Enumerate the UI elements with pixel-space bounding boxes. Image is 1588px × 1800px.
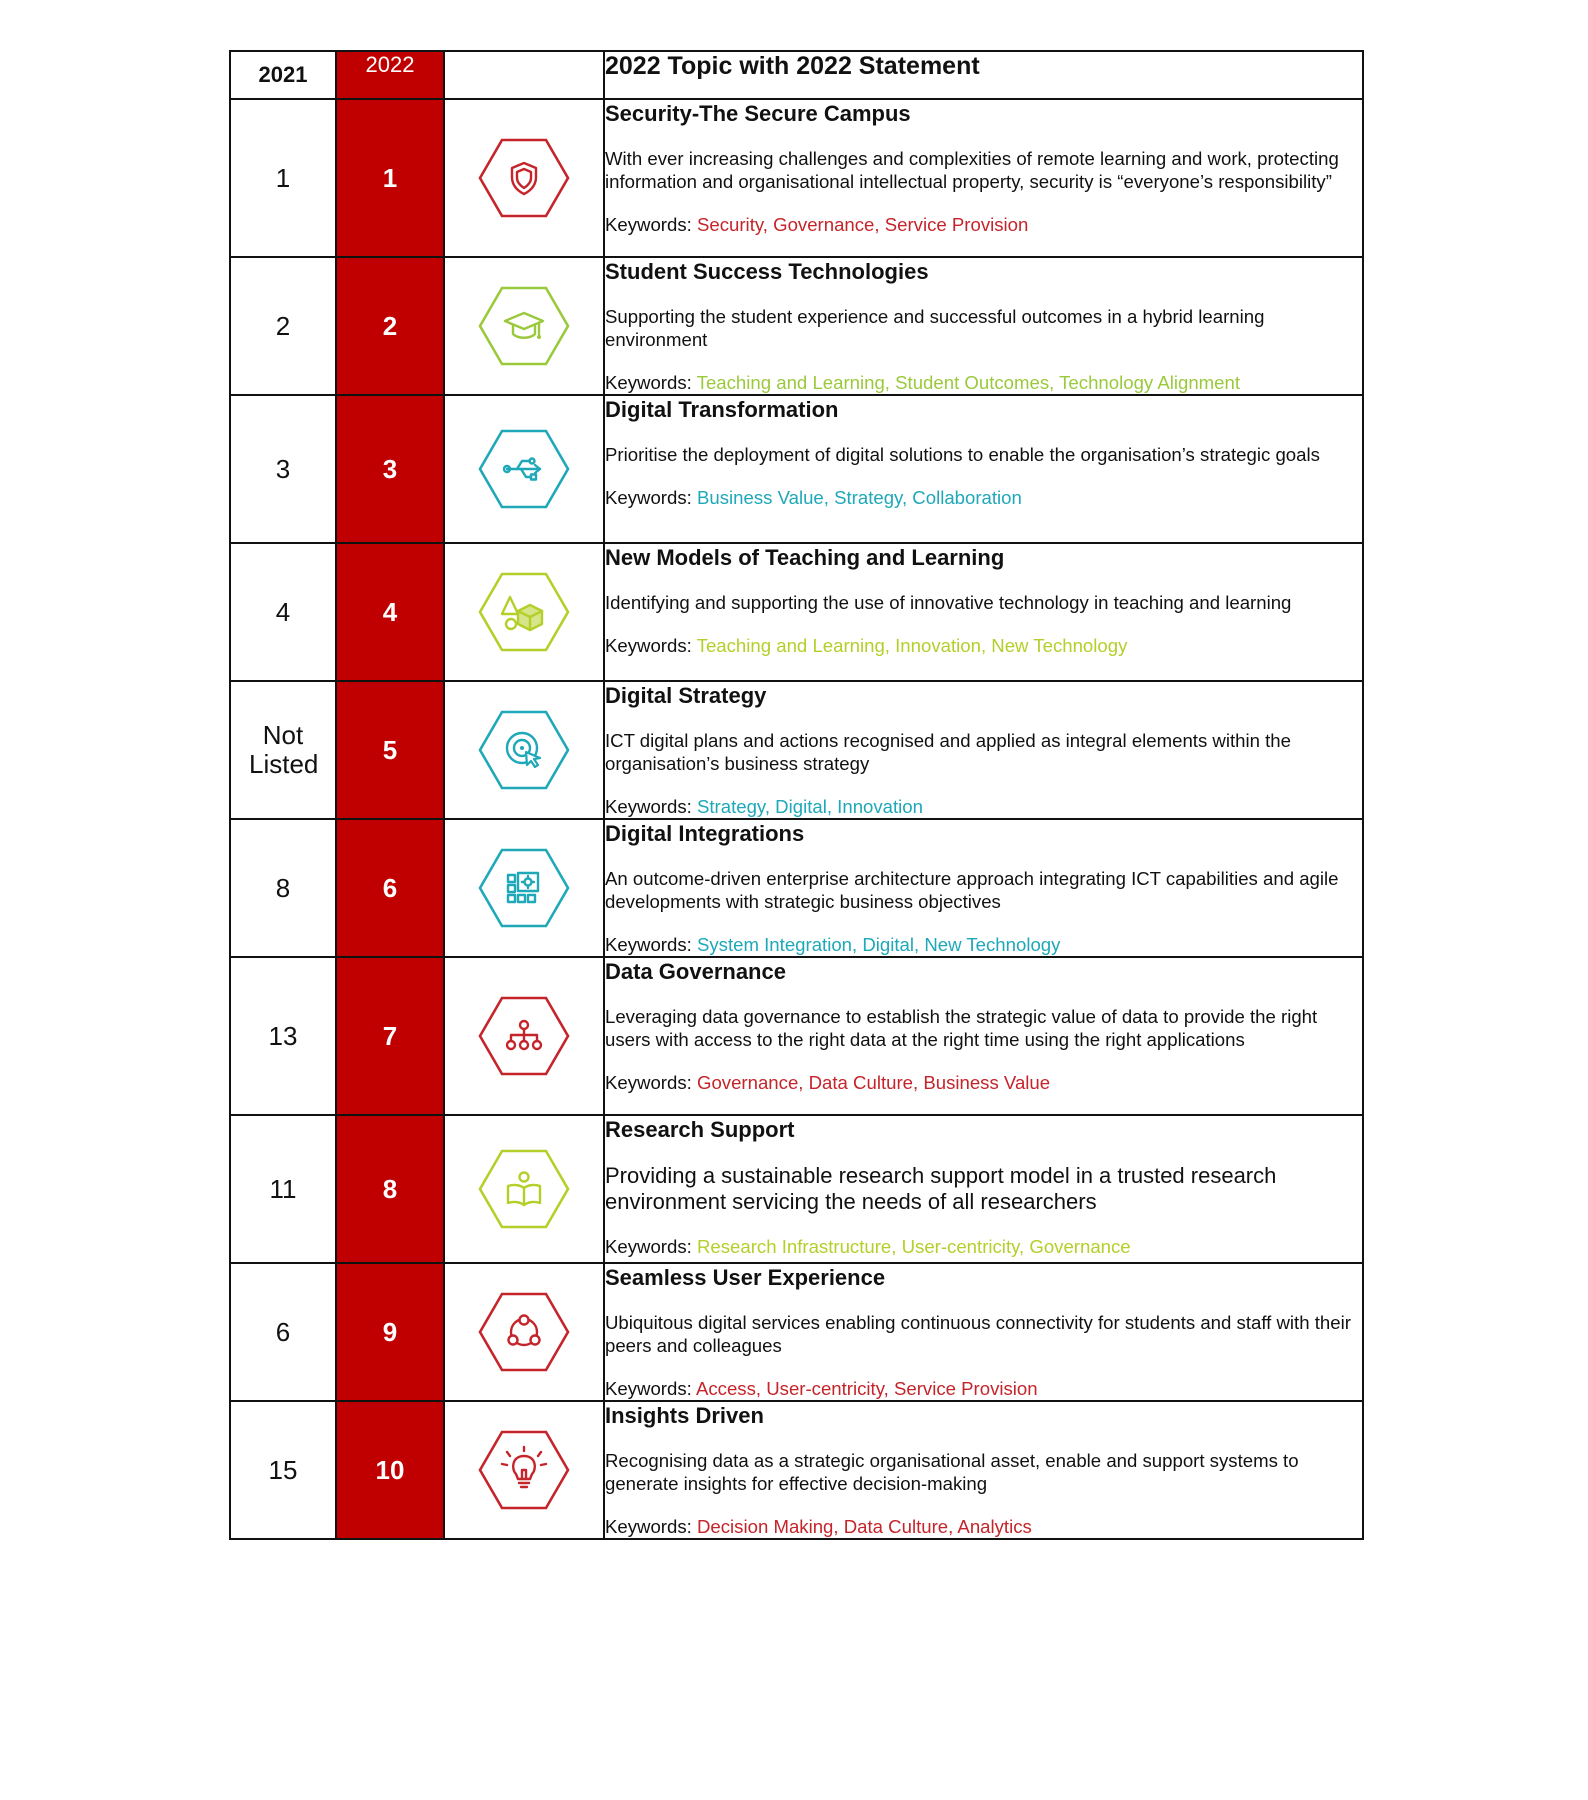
topic-title: New Models of Teaching and Learning bbox=[605, 545, 1005, 570]
table-row bbox=[230, 1115, 1363, 1263]
topic-cell bbox=[604, 1115, 1363, 1263]
topic-cell bbox=[604, 543, 1363, 681]
keywords-values: Governance, Data Culture, Business Value bbox=[696, 1072, 1051, 1093]
keywords-label: Keywords: bbox=[605, 796, 692, 817]
topic-icon-cell bbox=[444, 257, 604, 395]
topic-statement: Leveraging data governance to establish the strategic value of data to provide the right users with access to the right data at the right time using the right applications bbox=[605, 1006, 1318, 1050]
topic-cell bbox=[604, 819, 1363, 957]
keywords-label: Keywords: bbox=[605, 214, 692, 235]
keywords-values: Teaching and Learning, Innovation, New Technology bbox=[696, 635, 1128, 656]
grid-modules-icon bbox=[476, 846, 572, 930]
table-row bbox=[230, 543, 1363, 681]
rank-2022: 3 bbox=[336, 395, 444, 543]
header-topic: 2022 Topic with 2022 Statement bbox=[604, 51, 1363, 99]
topic-cell bbox=[604, 1263, 1363, 1401]
target-pointer-icon bbox=[476, 708, 572, 792]
rank-2022: 2 bbox=[336, 257, 444, 395]
rank-2021: 15 bbox=[230, 1401, 336, 1539]
topic-title: Insights Driven bbox=[605, 1403, 764, 1428]
rank-2021: 13 bbox=[230, 957, 336, 1115]
rank-2022: 7 bbox=[336, 957, 444, 1115]
topic-icon-cell bbox=[444, 1263, 604, 1401]
topic-cell bbox=[604, 1401, 1363, 1539]
keywords-values: Research Infrastructure, User-centricity, Governance bbox=[696, 1236, 1131, 1257]
keywords-label: Keywords: bbox=[605, 635, 692, 656]
keywords-values: Teaching and Learning, Student Outcomes, Technology Alignment bbox=[696, 372, 1241, 393]
keywords-values: Strategy, Digital, Innovation bbox=[696, 796, 923, 817]
topic-title: Digital Integrations bbox=[605, 821, 805, 846]
graduation-cap-icon bbox=[476, 284, 572, 368]
topic-statement: Providing a sustainable research support model in a trusted research environment servicing the needs of all researchers bbox=[605, 1163, 1277, 1214]
usb-icon bbox=[476, 427, 572, 511]
topic-icon-cell bbox=[444, 1115, 604, 1263]
topic-statement: Recognising data as a strategic organisational asset, enable and support systems to generate insights for effective decision-making bbox=[605, 1450, 1299, 1494]
rank-2022: 5 bbox=[336, 681, 444, 819]
rank-2021: 6 bbox=[230, 1263, 336, 1401]
topic-statement: ICT digital plans and actions recognised and applied as integral elements within the organisation’s business strategy bbox=[605, 730, 1291, 774]
keywords-label: Keywords: bbox=[605, 372, 692, 393]
table-row bbox=[230, 957, 1363, 1115]
keywords-values: Access, User-centricity, Service Provision bbox=[695, 1378, 1038, 1399]
topic-icon-cell bbox=[444, 99, 604, 257]
topic-keywords bbox=[605, 371, 1362, 394]
topic-icon-cell bbox=[444, 395, 604, 543]
topic-icon-cell bbox=[444, 681, 604, 819]
topic-keywords bbox=[605, 1377, 1362, 1400]
topic-statement: Supporting the student experience and successful outcomes in a hybrid learning environment bbox=[605, 306, 1265, 350]
topic-title: Research Support bbox=[605, 1117, 795, 1142]
table-row bbox=[230, 1401, 1363, 1539]
topic-cell bbox=[604, 99, 1363, 257]
topic-keywords bbox=[605, 1515, 1362, 1538]
topic-keywords bbox=[605, 795, 1362, 818]
rank-2021: 2 bbox=[230, 257, 336, 395]
people-network-icon bbox=[476, 1290, 572, 1374]
rank-2022: 8 bbox=[336, 1115, 444, 1263]
topic-keywords bbox=[605, 1071, 1362, 1094]
shapes-icon bbox=[476, 570, 572, 654]
rank-2022: 1 bbox=[336, 99, 444, 257]
topic-icon-cell bbox=[444, 957, 604, 1115]
topic-title: Security-The Secure Campus bbox=[605, 101, 911, 126]
rank-2022: 10 bbox=[336, 1401, 444, 1539]
topic-title: Digital Transformation bbox=[605, 397, 839, 422]
topic-statement: Ubiquitous digital services enabling continuous connectivity for students and staff with their peers and colleagues bbox=[605, 1312, 1351, 1356]
rank-2021: 4 bbox=[230, 543, 336, 681]
topic-keywords bbox=[605, 933, 1362, 956]
table-row bbox=[230, 257, 1363, 395]
table-row bbox=[230, 395, 1363, 543]
topic-cell bbox=[604, 957, 1363, 1115]
topic-statement: Identifying and supporting the use of innovative technology in teaching and learning bbox=[605, 592, 1292, 613]
rank-2022: 6 bbox=[336, 819, 444, 957]
topic-icon-cell bbox=[444, 1401, 604, 1539]
rank-2021: Not Listed bbox=[230, 681, 336, 819]
rank-2021: 1 bbox=[230, 99, 336, 257]
rank-2022: 4 bbox=[336, 543, 444, 681]
header-row bbox=[230, 51, 1363, 99]
topic-title: Data Governance bbox=[605, 959, 786, 984]
rank-2021: 8 bbox=[230, 819, 336, 957]
rank-2022: 9 bbox=[336, 1263, 444, 1401]
table-row bbox=[230, 99, 1363, 257]
table-row bbox=[230, 819, 1363, 957]
topic-keywords bbox=[605, 1235, 1362, 1258]
topic-cell bbox=[604, 681, 1363, 819]
table-row bbox=[230, 681, 1363, 819]
topic-cell bbox=[604, 257, 1363, 395]
topic-title: Seamless User Experience bbox=[605, 1265, 886, 1290]
topic-keywords bbox=[605, 486, 1362, 509]
keywords-values: Decision Making, Data Culture, Analytics bbox=[696, 1516, 1032, 1537]
header-2022: 2022 bbox=[336, 51, 444, 99]
keywords-values: Security, Governance, Service Provision bbox=[696, 214, 1029, 235]
keywords-label: Keywords: bbox=[605, 934, 692, 955]
table-row bbox=[230, 1263, 1363, 1401]
rank-2021: 11 bbox=[230, 1115, 336, 1263]
topic-keywords bbox=[605, 634, 1362, 657]
shield-icon bbox=[476, 136, 572, 220]
keywords-values: Business Value, Strategy, Collaboration bbox=[696, 487, 1022, 508]
topic-title: Student Success Technologies bbox=[605, 259, 929, 284]
topic-icon-cell bbox=[444, 819, 604, 957]
keywords-values: System Integration, Digital, New Technology bbox=[696, 934, 1061, 955]
keywords-label: Keywords: bbox=[605, 1378, 692, 1399]
topic-statement: An outcome-driven enterprise architecture approach integrating ICT capabilities and agile developments with strategic business objectives bbox=[605, 868, 1339, 912]
keywords-label: Keywords: bbox=[605, 1236, 692, 1257]
topic-keywords bbox=[605, 213, 1362, 236]
keywords-label: Keywords: bbox=[605, 1516, 692, 1537]
topic-cell bbox=[604, 395, 1363, 543]
rank-2021: 3 bbox=[230, 395, 336, 543]
topic-title: Digital Strategy bbox=[605, 683, 767, 708]
topics-table bbox=[229, 50, 1364, 1540]
header-icon-column bbox=[444, 51, 604, 99]
topic-statement: With ever increasing challenges and complexities of remote learning and work, protecting information and organisational intellectual property, security is “everyone’s responsibility” bbox=[605, 148, 1339, 192]
lightbulb-icon bbox=[476, 1428, 572, 1512]
keywords-label: Keywords: bbox=[605, 487, 692, 508]
header-2021: 2021 bbox=[230, 51, 336, 99]
topic-icon-cell bbox=[444, 543, 604, 681]
topic-statement: Prioritise the deployment of digital solutions to enable the organisation’s strategic goals bbox=[605, 444, 1320, 465]
hierarchy-icon bbox=[476, 994, 572, 1078]
reader-book-icon bbox=[476, 1147, 572, 1231]
keywords-label: Keywords: bbox=[605, 1072, 692, 1093]
